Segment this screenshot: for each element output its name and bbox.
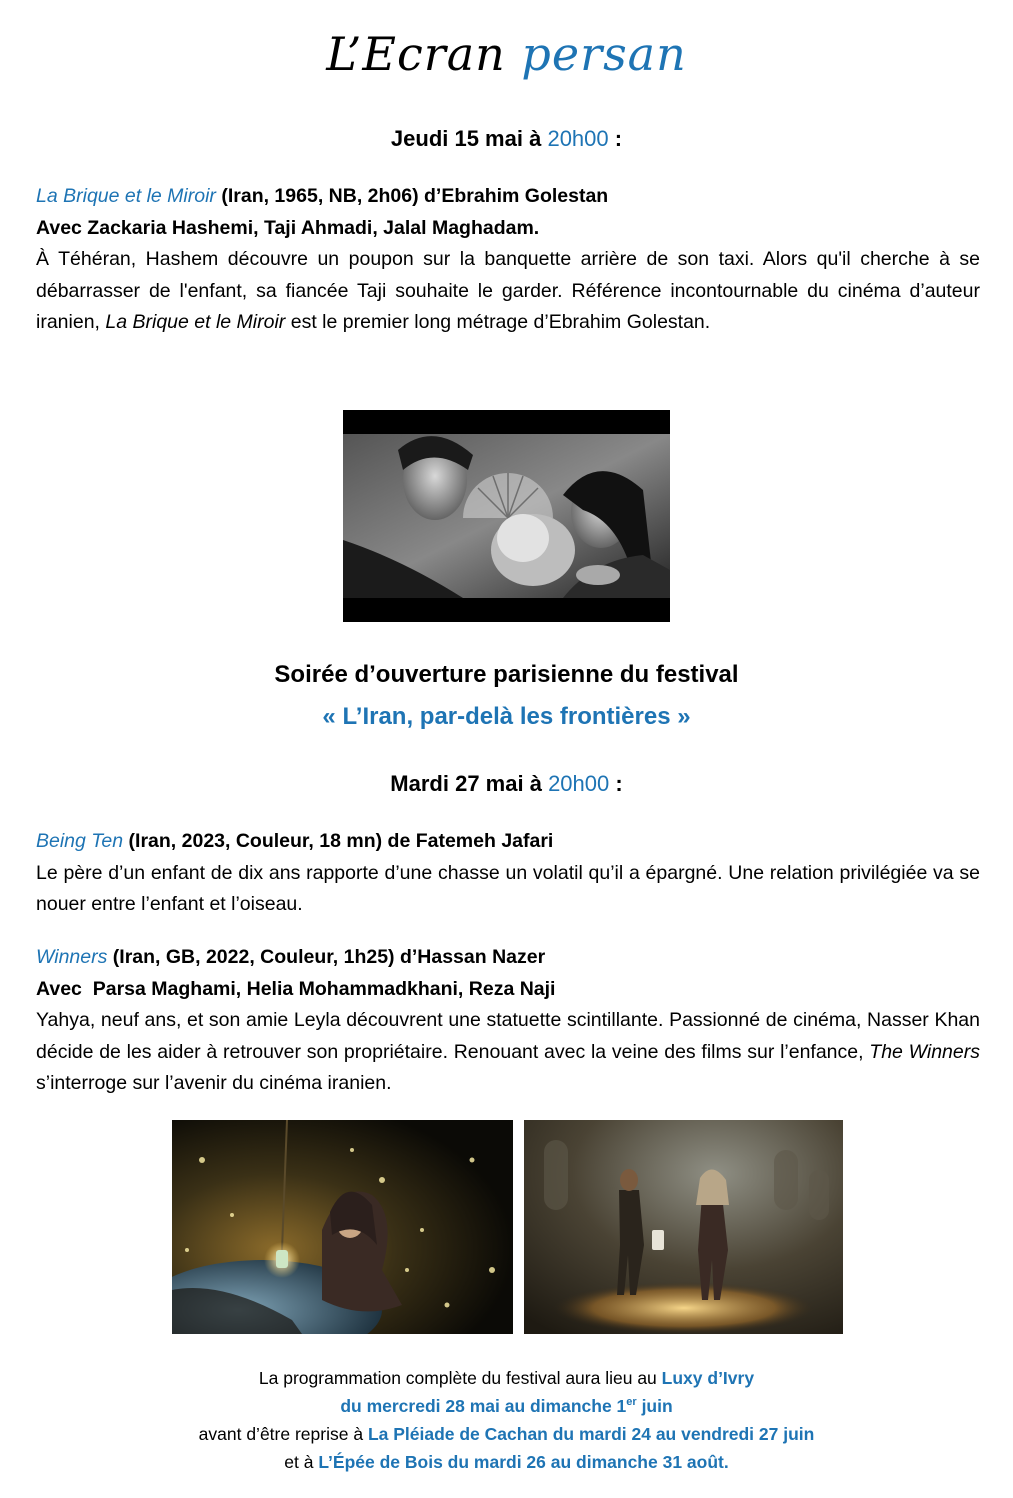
film-title-brique: La Brique et le Miroir: [36, 185, 216, 207]
synopsis-brique-start: À Téhéran, Hashem découvre un poupon sur la banquette arrière de son taxi. Alors qu'il cherche à se débarrasser de l'enfant, sa fiancée Taji souhaite le garder. Référence incontournable du cinéma d’auteur iranien,: [36, 248, 980, 333]
footer-line1-text: La programmation complète du festival aura lieu au: [258, 1368, 657, 1388]
film-info-winners: (Iran, GB, 2022, Couleur, 1h25) d’Hassan Nazer: [112, 946, 546, 968]
footer-line2: [0, 1392, 1013, 1420]
footer-venue-luxy: Luxy d’Ivry: [661, 1368, 755, 1388]
film-synopsis-being-ten: Le père d’un enfant de dix ans rapporte d’une chasse un volatil qu’il a épargné. Une relation privilégiée va se nouer entre l’enfant et l’oiseau.: [36, 861, 980, 915]
screening2-date-label: Mardi 27 mai à: [390, 771, 542, 796]
screening2-colon: :: [615, 771, 623, 796]
footer-line2-start: du mercredi 28 mai au dimanche 1: [340, 1396, 627, 1416]
screening1-date: [0, 124, 1013, 154]
film-synopsis-winners: [36, 1005, 980, 1100]
film-still-brique-image: [343, 410, 670, 622]
synopsis-winners-title: The Winners: [869, 1040, 980, 1063]
film-still-being-ten: [172, 1120, 513, 1334]
screening1-colon: :: [614, 126, 623, 151]
film-still-being-ten-image: [172, 1120, 513, 1334]
film-cast-winners: Avec Parsa Maghami, Helia Mohammadkhani, Reza Naji: [36, 977, 556, 1000]
film-winners: [36, 942, 980, 1100]
film-still-winners: [524, 1120, 843, 1334]
synopsis-brique-title: La Brique et le Miroir: [105, 311, 286, 333]
screening2-time: 20h00: [548, 771, 610, 796]
footer-dates-luxy: [340, 1396, 672, 1416]
film-synopsis-brique: [36, 244, 980, 339]
film-title-being-ten: Being Ten: [36, 830, 124, 852]
footer-venue-pleiade: La Pléiade de Cachan du mardi 24 au vendredi 27 juin: [367, 1424, 815, 1444]
screening2-date: [0, 769, 1013, 799]
film-being-ten: [36, 826, 980, 921]
footer-line3-text: avant d’être reprise à: [198, 1424, 364, 1444]
film-still-brique: [343, 410, 670, 622]
film-info-brique: (Iran, 1965, NB, 2h06) d’Ebrahim Golestan: [221, 185, 609, 207]
screening1-time: 20h00: [547, 126, 609, 151]
screening1-date-label: Jeudi 15 mai à: [390, 126, 542, 151]
synopsis-winners-start: Yahya, neuf ans, et son amie Leyla découvrent une statuette scintillante. Passionné de cinéma, Nasser Khan décide de les aider à retrouver son propriétaire. Renouant avec la veine des films sur l’enfance,: [36, 1009, 980, 1063]
footer-line4-text: et à: [284, 1452, 314, 1472]
film-info-being-ten: (Iran, 2023, Couleur, 18 mn) de Fatemeh Jafari: [128, 830, 554, 852]
film-title-winners: Winners: [36, 946, 108, 968]
footer-venue-epee: L’Épée de Bois du mardi 26 au dimanche 31 août.: [318, 1452, 729, 1472]
opening-heading: Soirée d’ouverture parisienne du festival: [274, 661, 739, 688]
footer-line3: [0, 1420, 1013, 1448]
screening1-film: [36, 181, 980, 339]
footer-line2-end: juin: [641, 1396, 673, 1416]
title-part1: L’Ecran: [326, 27, 506, 81]
page-title: [0, 24, 1013, 84]
film-cast-brique: Avec Zackaria Hashemi, Taji Ahmadi, Jalal Maghadam.: [36, 216, 540, 239]
title-part2: persan: [521, 27, 687, 81]
film-still-winners-image: [524, 1120, 843, 1334]
synopsis-winners-end: s’interroge sur l’avenir du cinéma iranien.: [36, 1072, 392, 1094]
synopsis-brique-end: est le premier long métrage d’Ebrahim Golestan.: [290, 311, 711, 333]
footer-line2-sup: er: [626, 1396, 637, 1409]
footer-line4: [0, 1448, 1013, 1476]
festival-name: « L’Iran, par-delà les frontières »: [322, 703, 691, 730]
footer-line1: [0, 1364, 1013, 1392]
